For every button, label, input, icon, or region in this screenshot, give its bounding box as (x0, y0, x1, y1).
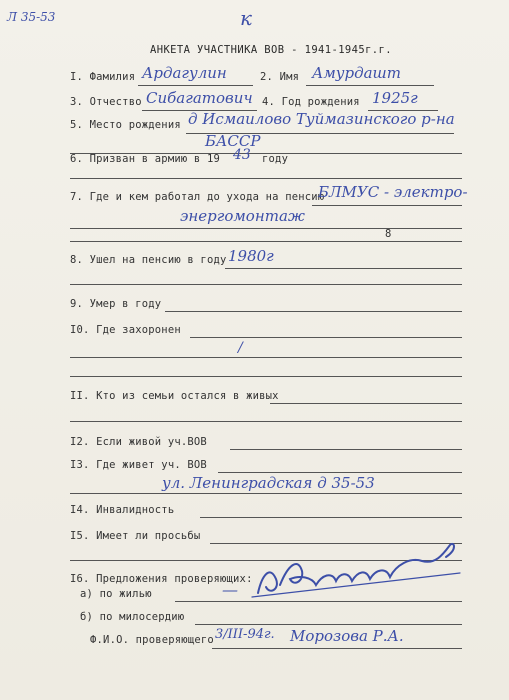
patronymic-value: Сибагатович (146, 89, 253, 107)
inspector-name: Морозова Р.А. (290, 627, 404, 645)
birthyear-label: 4. Год рождения (262, 96, 360, 108)
birthplace-label: 5. Место рождения (70, 119, 181, 131)
buried-line-3 (70, 376, 462, 377)
work-label: 7. Где и кем работал до ухода на пенсию (70, 191, 325, 203)
inspector-date: 3/III-94г. (215, 627, 275, 642)
inspector-line (212, 648, 462, 649)
work-mark: 8 (385, 228, 392, 240)
conscripted-line (70, 178, 462, 179)
buried-line-1 (190, 337, 462, 338)
conscripted-label: 6. Призван в армию в 19 (70, 153, 220, 165)
birthplace-value-1: д Исмаилово Туймазинского р-на (188, 110, 455, 128)
retired-value: 1980г (228, 247, 274, 265)
requests-label: I5. Имеет ли просьбы (70, 530, 201, 542)
family-label: II. Кто из семьи остался в живых (70, 390, 279, 402)
birthplace-value-2: БАССР (205, 132, 261, 150)
died-line (165, 311, 462, 312)
work-line-3 (70, 241, 462, 242)
conscripted-value: 43 (233, 147, 251, 163)
alive-label: I2. Если живой уч.ВОВ (70, 436, 207, 448)
alive-line (230, 449, 462, 450)
buried-line-2 (70, 357, 462, 358)
surname-label: I. Фамилия (70, 71, 136, 83)
family-line-2 (70, 421, 462, 422)
firstname-value: Амурдашт (312, 64, 401, 82)
disability-line (200, 517, 462, 518)
died-label: 9. Умер в году (70, 298, 162, 310)
buried-label: I0. Где захоронен (70, 324, 181, 336)
surname-line (138, 85, 253, 86)
inspector-label: Ф.И.О. проверяющего (90, 634, 214, 646)
buried-mark: / (238, 340, 243, 356)
work-line-2 (70, 228, 462, 229)
work-value-1: БЛМУС - электро- (318, 183, 468, 201)
housing-value: — (222, 580, 238, 599)
disability-label: I4. Инвалидность (70, 504, 175, 516)
retired-line (225, 268, 462, 269)
surname-value: Ардагулин (142, 64, 227, 82)
birthyear-value: 1925г (372, 89, 418, 107)
family-line-1 (270, 403, 462, 404)
housing-label: а) по жилью (80, 588, 152, 600)
lives-label: I3. Где живет уч. ВОВ (70, 459, 207, 471)
work-line-1 (312, 205, 462, 206)
work-value-2: энергомонтаж (180, 207, 305, 225)
inspector-signature (240, 535, 480, 610)
retired-line-2 (70, 284, 462, 285)
patronymic-label: 3. Отчество (70, 96, 142, 108)
form-title: АНКЕТА УЧАСТНИКА ВОВ - 1941-1945г.г. (150, 44, 392, 56)
conscripted-suffix: году (262, 153, 289, 165)
archive-code: Л 35-53 (7, 10, 56, 24)
firstname-label: 2. Имя (260, 71, 300, 83)
proposals-label: I6. Предложения проверяющих: (70, 573, 253, 585)
firstname-line (306, 85, 434, 86)
lives-value: ул. Ленинградская д 35-53 (162, 474, 375, 492)
mercy-line (195, 624, 462, 625)
lives-line-2 (70, 493, 462, 494)
mercy-label: б) по милосердию (80, 611, 185, 623)
retired-label: 8. Ушел на пенсию в году (70, 254, 227, 266)
lives-line-1 (218, 472, 462, 473)
check-mark: к (240, 6, 252, 30)
